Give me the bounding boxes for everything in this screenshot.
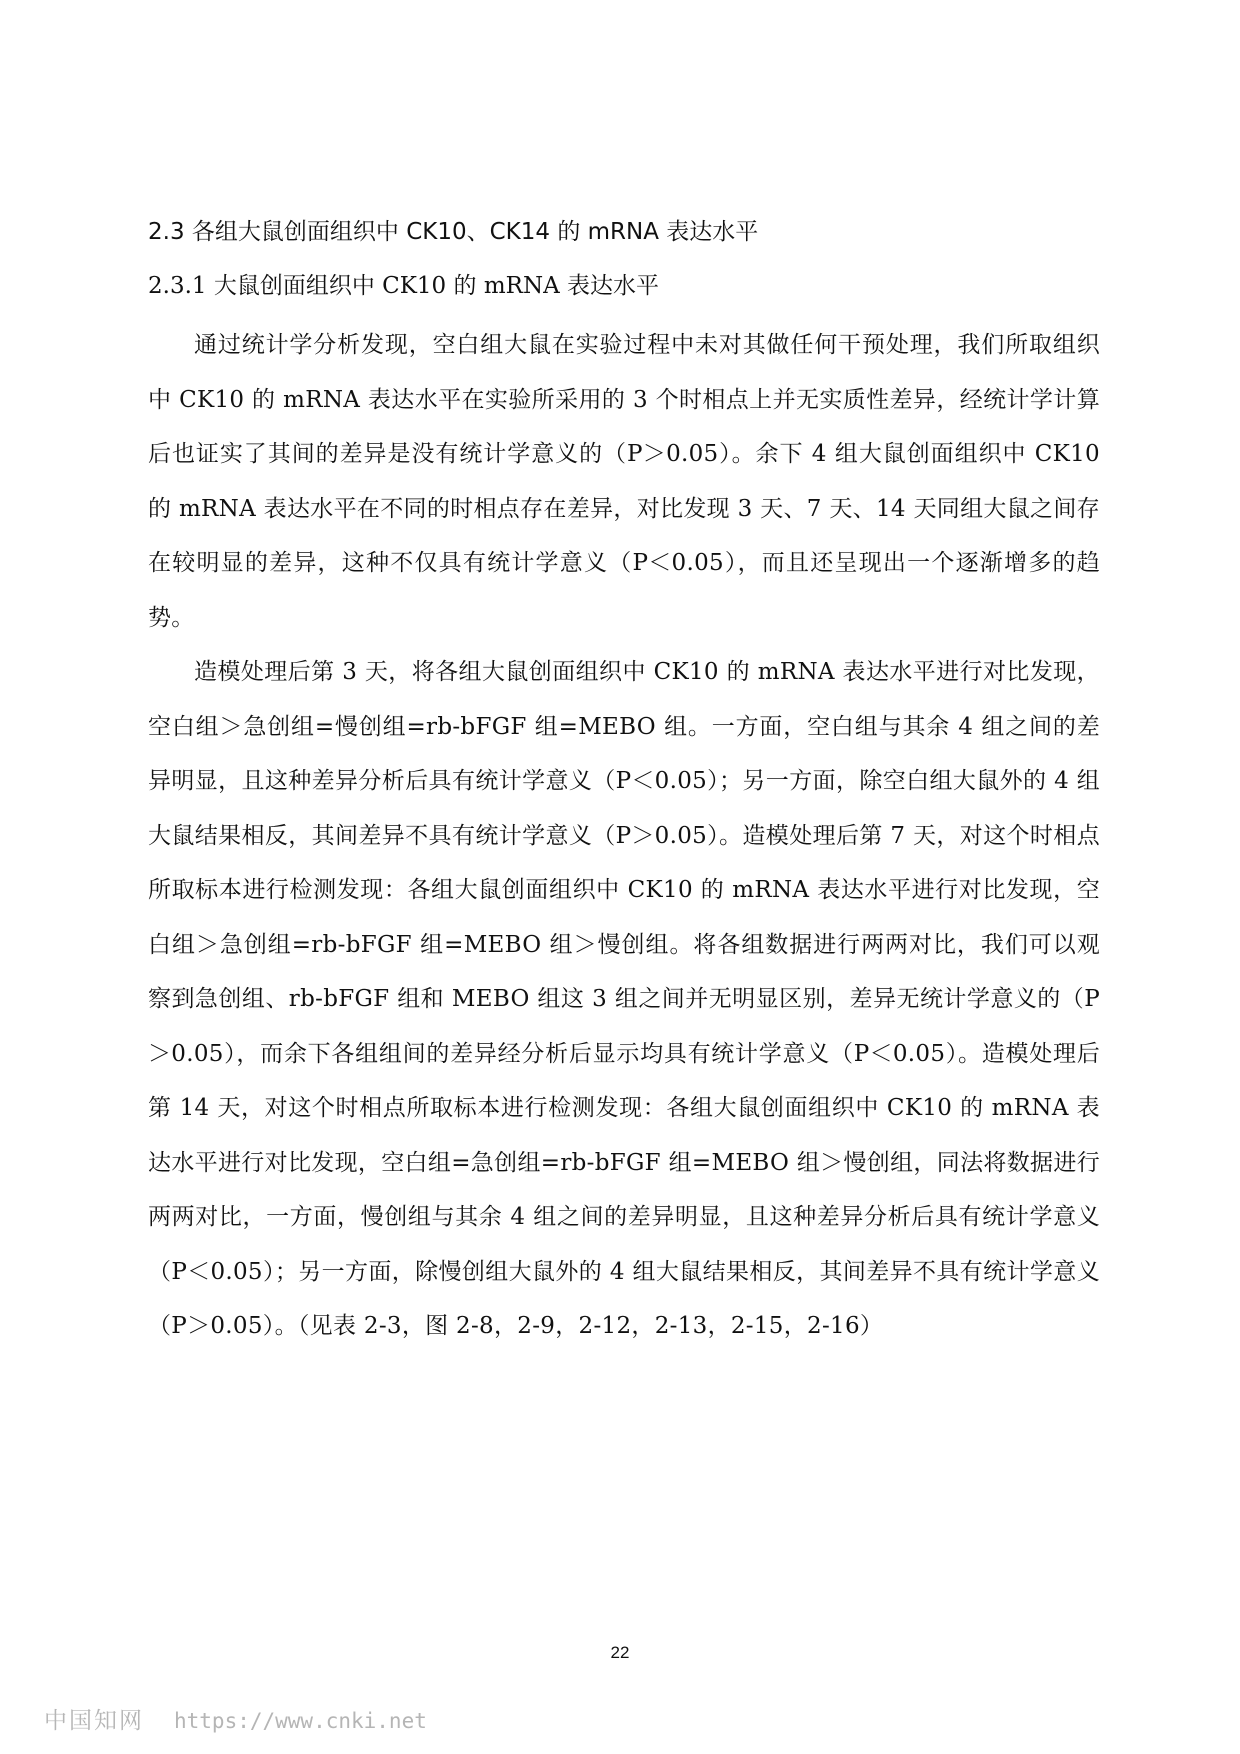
page-number: 22 (610, 1643, 630, 1662)
body-text (148, 318, 1100, 1354)
subsection-heading: 2.3.1 大鼠创面组织中 CK10 的 mRNA 表达水平 (148, 273, 659, 299)
cnki-watermark (44, 1706, 427, 1736)
paragraph-2: 造模处理后第 3 天，将各组大鼠创面组织中 CK10 的 mRNA 表达水平进行对比发现，空白组＞急创组=慢创组=rb-bFGF 组=MEBO 组。一方面，空白组与其余 4 组之间的差异明显，且这种差异分析后具有统计学意义（P＜0.05）；另一方面，除空白组大鼠外的 4 组大鼠结果相反，其间差异不具有统计学意义（P＞0.05）。造模处理后第 7 天，对这个时相点所取标本进行检测发现：各组大鼠创面组织中 CK10 的 mRNA 表达水平进行对比发现，空白组＞急创组=rb-bFGF 组=MEBO 组＞慢创组。将各组数据进行两两对比，我们可以观察到急创组、rb-bFGF 组和 MEBO 组这 3 组之间并无明显区别，差异无统计学意义的（P＞0.05），而余下各组组间的差异经分析后显示均具有统计学意义（P＜0.05）。造模处理后第 14 天，对这个时相点所取标本进行检测发现：各组大鼠创面组织中 CK10 的 mRNA 表达水平进行对比发现，空白组=急创组=rb-bFGF 组=MEBO 组＞慢创组，同法将数据进行两两对比，一方面，慢创组与其余 4 组之间的差异明显，且这种差异分析后具有统计学意义（P＜0.05）；另一方面，除慢创组大鼠外的 4 组大鼠结果相反，其间差异不具有统计学意义（P＞0.05）。（见表 2-3，图 2-8，2-9，2-12，2-13，2-15，2-16） (148, 659, 1100, 1339)
watermark-name: 中国知网 (44, 1708, 144, 1734)
watermark-url: https://www.cnki.net (174, 1709, 427, 1733)
section-heading: 2.3 各组大鼠创面组织中 CK10、CK14 的 mRNA 表达水平 (148, 219, 759, 245)
paragraph-1: 通过统计学分析发现，空白组大鼠在实验过程中未对其做任何干预处理，我们所取组织中 CK10 的 mRNA 表达水平在实验所采用的 3 个时相点上并无实质性差异，经统计学计算后也证实了其间的差异是没有统计学意义的（P＞0.05）。余下 4 组大鼠创面组织中 CK10 的 mRNA 表达水平在不同的时相点存在差异，对比发现 3 天、7 天、14 天同组大鼠之间存在较明显的差异，这种不仅具有统计学意义（P＜0.05），而且还呈现出一个逐渐增多的趋势。 (148, 332, 1100, 631)
